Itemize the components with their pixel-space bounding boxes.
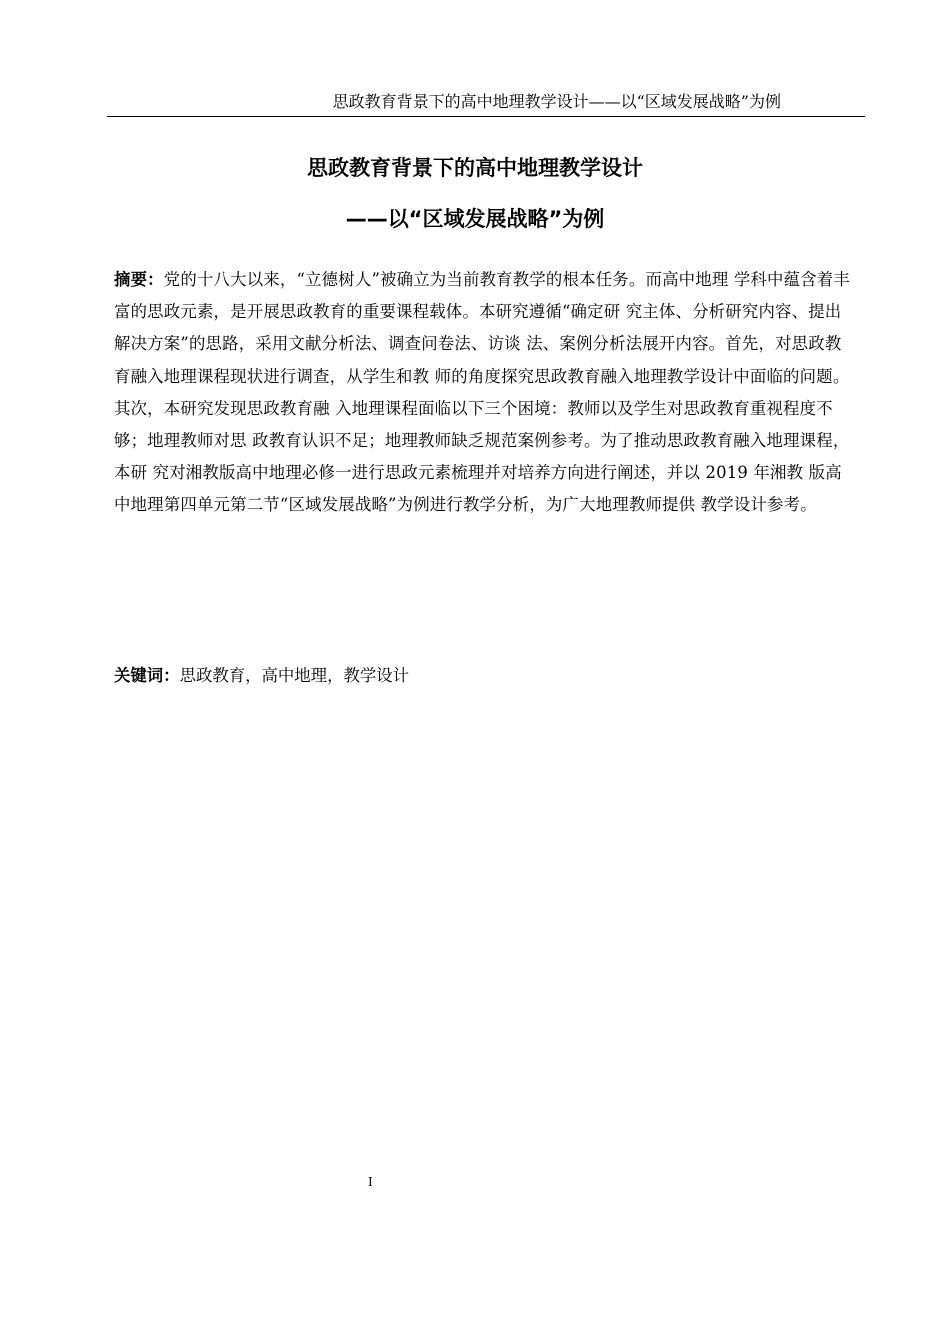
- page-number: I: [368, 1175, 373, 1189]
- abstract-line-4: 法、案例分析法展开内容。首先，对思政教育融入地理课程现状进行调查，从学生和教: [114, 334, 842, 386]
- abstract-line-9: 版高中地理第四单元第二节“区域发展战略”为例进行教学分析，为广大地理教师提供: [114, 463, 842, 515]
- abstract-line-1: [114, 270, 728, 289]
- abstract-section: [114, 264, 854, 522]
- abstract-paragraph: [114, 264, 854, 522]
- abstract-line-3: 究主体、分析研究内容、提出解决方案”的思路，采用文献分析法、调查问卷法、访谈: [114, 302, 842, 354]
- running-header-title: 思政教育背景下的高中地理教学设计——以“区域发展战略”为例: [332, 92, 781, 111]
- abstract-line-6: 入地理课程面临以下三个困境：教师以及学生对思政教育重视程度不够；地理教师对思: [114, 398, 833, 451]
- abstract-line-2: 学科中蕴含着丰富的思政元素，是开展思政教育的重要课程载体。本研究遵循“确定研: [114, 270, 850, 322]
- document-subtitle: ——以“区域发展战略”为例: [345, 207, 605, 231]
- abstract-text: 党的十八大以来，“立德树人”被确立为当前教育教学的根本任务。而高中地理: [163, 270, 729, 289]
- abstract-line-10: 教学设计参考。: [700, 495, 817, 515]
- keywords-text: 思政教育，高中地理，教学设计: [179, 666, 410, 685]
- abstract-line-8: 究对湘教版高中地理必修一进行思政元素梳理并对培养方向进行阐述，并以 2019 年湘教: [152, 463, 804, 483]
- keywords-label: 关键词：: [114, 666, 180, 685]
- abstract-line-5: 师的角度探究思政教育融入地理教学设计中面临的问题。其次，本研究发现思政教育融: [114, 366, 850, 418]
- abstract-line-7: 政教育认识不足；地理教师缺乏规范案例参考。为了推动思政教育融入地理课程，本研: [114, 431, 850, 483]
- running-header: [107, 90, 865, 117]
- document-title: 思政教育背景下的高中地理教学设计: [307, 156, 643, 180]
- keywords-line: [114, 661, 409, 691]
- abstract-label: 摘要：: [114, 270, 164, 289]
